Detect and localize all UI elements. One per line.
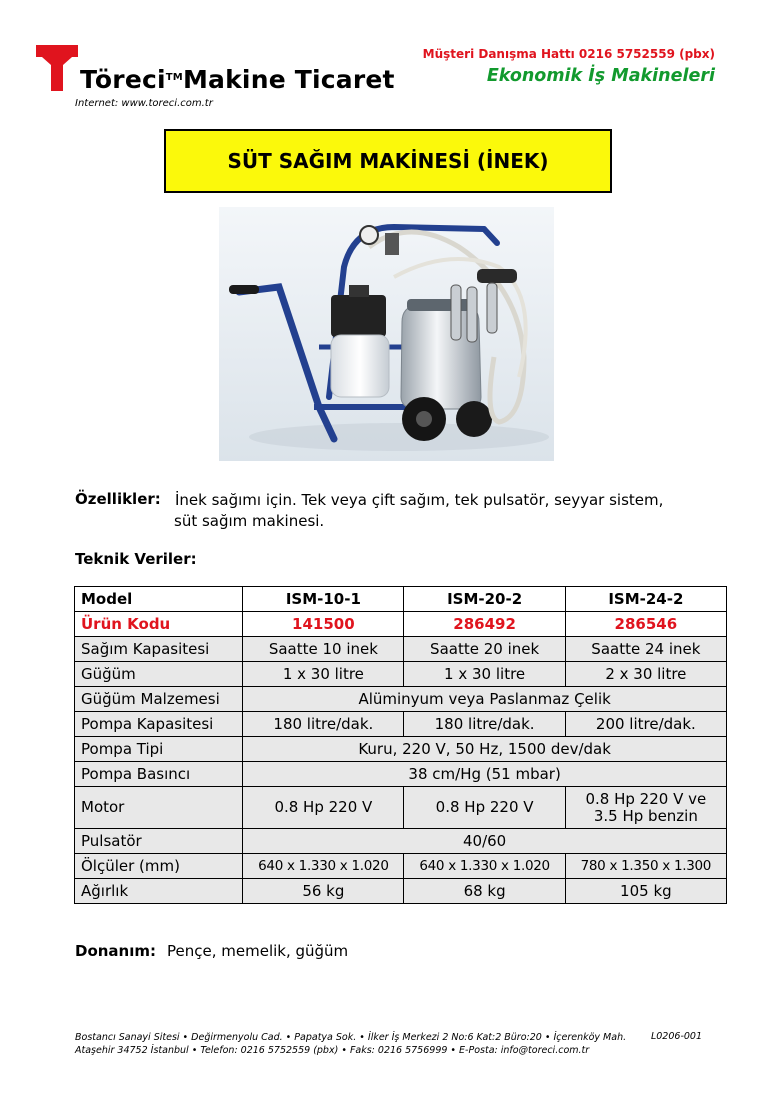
footer-line-1: Bostancı Sanayi Sitesi • Değirmenyolu Cad. • Papatya Sok. • İlker İş Merkezi 2 No:6 Kat:2 Büro:20 • İçerenköy Mah. xyxy=(75,1032,627,1043)
hotline-text: Müşteri Danışma Hattı 0216 5752559 (pbx) xyxy=(422,47,715,61)
table-cell: 0.8 Hp 220 V xyxy=(404,787,565,829)
table-cell: 1 x 30 litre xyxy=(243,662,404,687)
table-row xyxy=(75,637,727,662)
table-cell: 141500 xyxy=(243,612,404,637)
row-label: Pompa Basıncı xyxy=(75,762,243,787)
table-row xyxy=(75,712,727,737)
table-cell: Saatte 24 inek xyxy=(565,637,726,662)
document-code: L0206-001 xyxy=(650,1031,702,1042)
tagline: Ekonomik İş Makineleri xyxy=(486,66,715,86)
row-label: Güğüm Malzemesi xyxy=(75,687,243,712)
table-cell xyxy=(565,787,726,829)
row-label: Motor xyxy=(75,787,243,829)
company-logo-icon xyxy=(36,45,78,91)
row-label: Ağırlık xyxy=(75,879,243,904)
equipment-text: Pençe, memelik, güğüm xyxy=(167,942,349,960)
table-cell: 2 x 30 litre xyxy=(565,662,726,687)
table-cell: 105 kg xyxy=(565,879,726,904)
table-cell: 640 x 1.330 x 1.020 xyxy=(404,854,565,879)
table-cell: 200 litre/dak. xyxy=(565,712,726,737)
row-label: Pulsatör xyxy=(75,829,243,854)
footer-address xyxy=(75,1031,626,1057)
spec-table xyxy=(74,586,727,904)
motor-line-2: 3.5 Hp benzin xyxy=(593,806,698,825)
features-line-1: İnek sağımı için. Tek veya çift sağım, tek pulsatör, seyyar sistem, xyxy=(175,491,664,509)
row-label: Sağım Kapasitesi xyxy=(75,637,243,662)
table-cell: Saatte 20 inek xyxy=(404,637,565,662)
website-text: Internet: www.toreci.com.tr xyxy=(75,98,213,109)
table-cell: 38 cm/Hg (51 mbar) xyxy=(243,762,727,787)
brand-name: Töreci™Makine Ticaret xyxy=(80,65,395,94)
table-cell: ISM-20-2 xyxy=(404,587,565,612)
table-row xyxy=(75,737,727,762)
table-cell: 68 kg xyxy=(404,879,565,904)
table-row xyxy=(75,854,727,879)
row-label: Güğüm xyxy=(75,662,243,687)
table-cell: 180 litre/dak. xyxy=(243,712,404,737)
milking-machine-photo xyxy=(219,207,554,461)
table-cell: 780 x 1.350 x 1.300 xyxy=(565,854,726,879)
table-cell: 0.8 Hp 220 V xyxy=(243,787,404,829)
row-label: Model xyxy=(75,587,243,612)
footer-line-2: Ataşehir 34752 İstanbul • Telefon: 0216 5752559 (pbx) • Faks: 0216 5756999 • E-Posta: info@toreci.com.tr xyxy=(75,1045,590,1056)
equipment-label: Donanım: xyxy=(75,942,157,960)
table-row xyxy=(75,662,727,687)
row-label: Pompa Kapasitesi xyxy=(75,712,243,737)
table-cell: Saatte 10 inek xyxy=(243,637,404,662)
table-cell: ISM-10-1 xyxy=(243,587,404,612)
table-cell: 640 x 1.330 x 1.020 xyxy=(243,854,404,879)
page-title: SÜT SAĞIM MAKİNESİ (İNEK) xyxy=(164,129,612,193)
features-line-2: süt sağım makinesi. xyxy=(174,512,325,530)
table-row xyxy=(75,829,727,854)
tech-data-label: Teknik Veriler: xyxy=(75,550,197,568)
table-cell: 286492 xyxy=(404,612,565,637)
features-label: Özellikler: xyxy=(75,490,161,508)
table-cell: ISM-24-2 xyxy=(565,587,726,612)
features-text xyxy=(175,490,715,532)
table-row xyxy=(75,687,727,712)
table-row xyxy=(75,762,727,787)
table-row xyxy=(75,587,727,612)
row-label: Ürün Kodu xyxy=(75,612,243,637)
table-cell: Alüminyum veya Paslanmaz Çelik xyxy=(243,687,727,712)
table-cell: 40/60 xyxy=(243,829,727,854)
motor-line-1: 0.8 Hp 220 V ve xyxy=(585,789,707,808)
row-label: Pompa Tipi xyxy=(75,737,243,762)
table-row xyxy=(75,787,727,829)
trademark: TM xyxy=(165,72,183,83)
table-row xyxy=(75,612,727,637)
table-row xyxy=(75,879,727,904)
table-cell: 180 litre/dak. xyxy=(404,712,565,737)
table-cell: 56 kg xyxy=(243,879,404,904)
table-cell: 286546 xyxy=(565,612,726,637)
table-cell: 1 x 30 litre xyxy=(404,662,565,687)
row-label: Ölçüler (mm) xyxy=(75,854,243,879)
table-cell: Kuru, 220 V, 50 Hz, 1500 dev/dak xyxy=(243,737,727,762)
